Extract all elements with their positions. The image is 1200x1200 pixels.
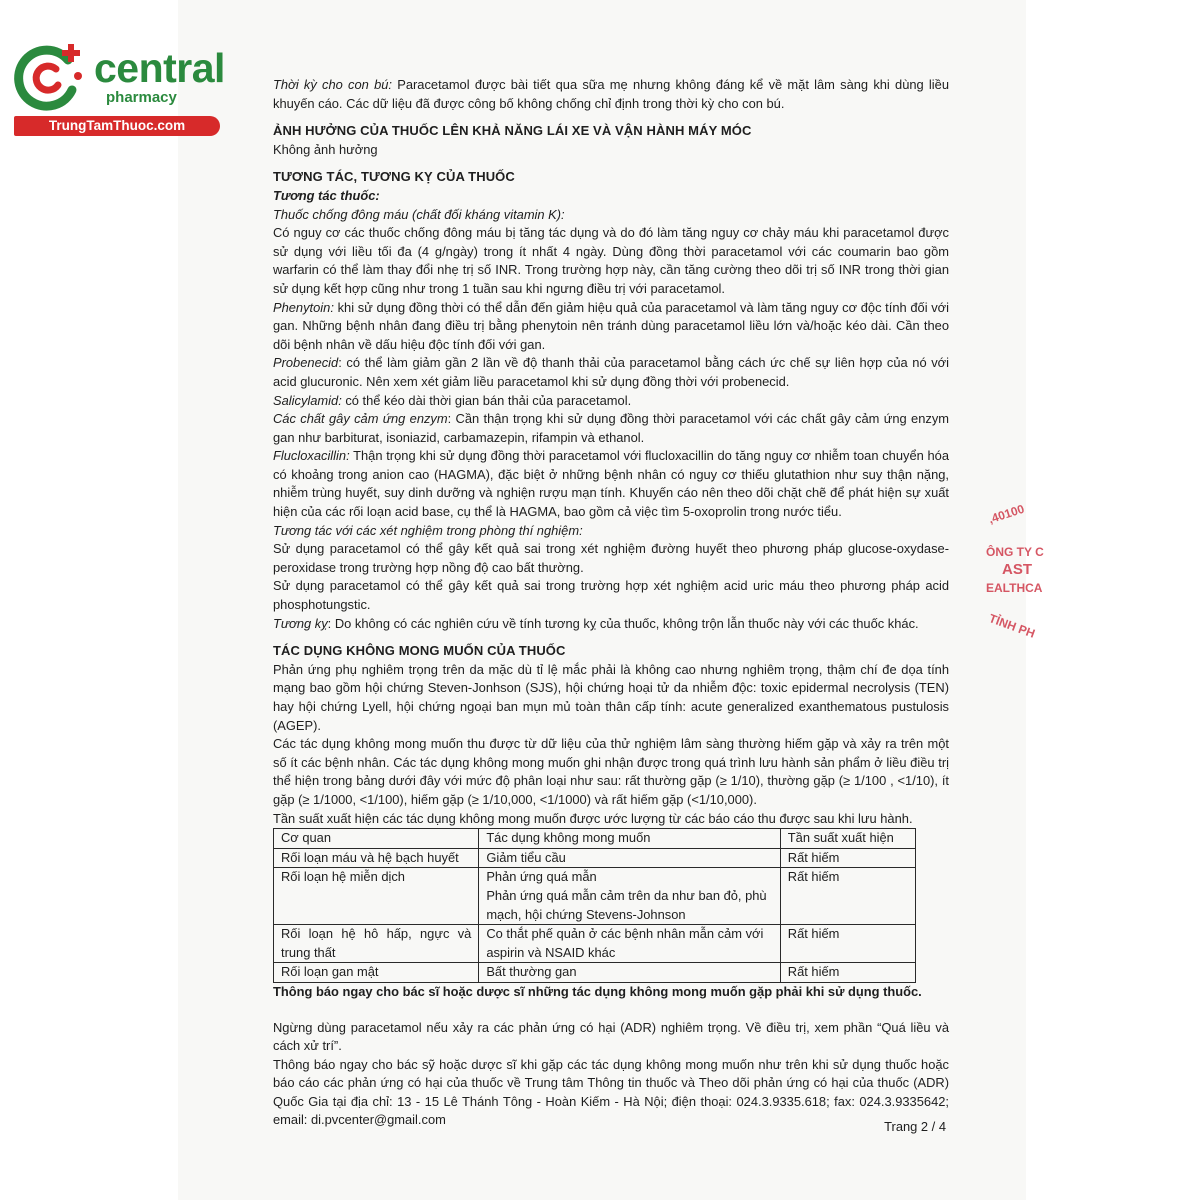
lab-tests-text-2: Sử dụng paracetamol có thể gây kết quả sai trong trường hợp xét nghiệm acid uric máu theo phương pháp acid phosphotungstic.	[273, 578, 949, 613]
anticoagulant-label: Thuốc chống đông máu (chất đối kháng vitamin K):	[273, 206, 565, 222]
frequency-cell: Rất hiếm	[780, 925, 915, 963]
incompatibility-text: : Do không có các nghiên cứu về tính tương kỵ của thuốc, không trộn lẫn thuốc này với các thuốc khác.	[327, 615, 919, 631]
stamp-text: ,40100	[986, 501, 1026, 527]
anticoagulant-text: Có nguy cơ các thuốc chống đông máu bị tăng tác dụng và do đó làm tăng nguy cơ chảy máu khi paracetamol được sử dụng với liều tối đa (4 g/ngày) trong ít nhất 4 ngày. Dùng đồng thời paracetamol với các coumarin bao gồm warfarin có thể làm thay đổi nhẹ trị số INR. Trong trường hợp này, cần tăng cường theo dõi trị số INR trong thời gian sử dụng kết hợp cũng như trong 1 tuần sau khi ngưng điều trị với paracetamol.	[273, 225, 949, 296]
incompatibility-paragraph	[273, 615, 949, 634]
effect-line: Co thắt phế quản ở các bệnh nhân mẫn cảm với aspirin và NSAID khác	[486, 926, 764, 960]
phenytoin-text: khi sử dụng đồng thời có thể dẫn đến giảm hiệu quả của paracetamol và làm tăng nguy cơ độc tính đối với gan. Những bệnh nhân đang điều trị bằng phenytoin nên tránh dùng paracetamol liều lớn và/hoặc kéo dài. Cần theo dõi bệnh nhân về dấu hiệu độc tính đối với gan.	[273, 299, 949, 352]
organ-cell: Rối loạn gan mật	[274, 963, 479, 983]
table-header-cell: Tần suất xuất hiện	[780, 829, 915, 849]
notice-bold: Thông báo ngay cho bác sĩ hoặc dược sĩ những tác dụng không mong muốn gặp phải khi sử dụng thuốc.	[273, 983, 922, 999]
stamp-text: EALTHCA	[986, 581, 1043, 595]
stamp-text: ÔNG TY C	[986, 545, 1044, 559]
organ-cell: Rối loạn hệ hô hấp, ngực và trung thất	[274, 925, 479, 963]
driving-heading: ẢNH HƯỞNG CỦA THUỐC LÊN KHẢ NĂNG LÁI XE VÀ VẬN HÀNH MÁY MÓC	[273, 123, 752, 139]
table-header-cell: Cơ quan	[274, 829, 479, 849]
table-row	[274, 868, 916, 925]
incompatibility-label: Tương kỵ	[273, 615, 328, 631]
adverse-effects-table	[273, 828, 916, 983]
frequency-cell: Rất hiếm	[780, 848, 915, 868]
interactions-heading: TƯƠNG TÁC, TƯƠNG KỴ CỦA THUỐC	[273, 169, 515, 185]
adverse-effects-heading: TÁC DỤNG KHÔNG MONG MUỐN CỦA THUỐC	[273, 643, 566, 659]
adverse-paragraph-1: Phản ứng phụ nghiêm trọng trên da mặc dù tỉ lệ mắc phải là không cao nhưng nghiêm trọng, thậm chí đe dọa tính mạng bao gồm hội chứng Steven-Jonhson (SJS), hội chứng hoại tử da nhiễm độc: toxic epidermal necrolysis (TEN) hay hội chứng Lyell, hội chứng ngoại ban mụn mủ toàn thân cấp tính: acute generalized exanthematous pustulosis (AGEP).	[273, 661, 949, 733]
effect-line: Phản ứng quá mẫn	[486, 869, 597, 885]
logo-url[interactable]: TrungTamThuoc.com	[14, 116, 220, 136]
logo-subtitle: pharmacy	[106, 89, 177, 106]
effect-cell	[479, 848, 780, 868]
salicylamid-text: có thể kéo dài thời gian bán thải của paracetamol.	[341, 392, 632, 408]
effect-cell	[479, 868, 780, 925]
lab-tests-label: Tương tác với các xét nghiệm trong phòng thí nghiệm:	[273, 522, 583, 538]
frequency-cell: Rất hiếm	[780, 963, 915, 983]
phenytoin-label: Phenytoin:	[273, 299, 334, 315]
probenecid-paragraph	[273, 354, 949, 391]
driving-text: Không ảnh hưởng	[273, 141, 378, 157]
pharmacy-cross-logo-icon	[10, 38, 92, 116]
breastfeeding-label: Thời kỳ cho con bú:	[273, 77, 392, 92]
salicylamid-label: Salicylamid:	[273, 392, 342, 408]
scan-margin-right	[1026, 0, 1200, 1200]
lab-tests-text-1: Sử dụng paracetamol có thể gây kết quả sai trong xét nghiệm đường huyết theo phương pháp glucose-oxydase-peroxidase trong trường hợp nồng độ cao bất thường.	[273, 541, 949, 575]
report-paragraph: Thông báo ngay cho bác sỹ hoặc dược sĩ khi gặp các tác dụng không mong muốn như trên khi sử dụng thuốc hoặc báo cáo các phản ứng có hại của thuốc về Trung tâm Thông tin thuốc và Theo dõi phản ứng có hại của thuốc (ADR) Quốc Gia tại địa chỉ: 13 - 15 Lê Thánh Tông - Hoàn Kiếm - Hà Nội; điện thoại: 024.3.9335.618; fax: 024.3.9335642; email: di.pvcenter@gmail.com	[273, 1056, 949, 1128]
stamp-text: AST	[1002, 561, 1032, 578]
table-row	[274, 963, 916, 983]
company-stamp	[982, 495, 1044, 655]
effect-line: Phản ứng quá mẫn cảm trên da như ban đỏ, phù mạch, hội chứng Stevens-Johnson	[486, 887, 767, 922]
enzyme-inducer-label: Các chất gây cảm ứng enzym	[273, 411, 448, 427]
effect-cell	[479, 963, 780, 983]
effect-line: Giảm tiểu cầu	[486, 849, 566, 865]
probenecid-label: Probenecid	[273, 355, 339, 371]
adverse-paragraph-2: Các tác dụng không mong muốn thu được từ dữ liệu của thử nghiệm lâm sàng thường hiếm gặp và xảy ra trên một số ít các bệnh nhân. Các tác dụng không mong muốn ghi nhận được trong quá trình lưu hành sản phẩm ở liều điều trị thể hiện trong bảng dưới đây với mức độ phân loại như sau: rất thường gặp (≥ 1/10), thường gặp (≥ 1/100 , <1/10), ít gặp (≥ 1/1000, <1/100), hiếm gặp (≥ 1/10,000, <1/1000) và rất hiếm gặp (<1/10,000).	[273, 736, 949, 807]
breastfeeding-paragraph	[273, 76, 949, 113]
organ-cell: Rối loạn máu và hệ bạch huyết	[274, 848, 479, 868]
logo-name: central	[94, 45, 225, 91]
table-row	[274, 848, 916, 868]
flucloxacillin-label: Flucloxacillin:	[273, 448, 350, 464]
stamp-text: TỈNH PH	[987, 611, 1037, 641]
leaflet-content	[273, 76, 949, 1130]
frequency-cell: Rất hiếm	[780, 868, 915, 925]
central-pharmacy-logo[interactable]	[10, 38, 225, 138]
effect-cell	[479, 925, 780, 963]
phenytoin-paragraph	[273, 299, 949, 355]
adverse-paragraph-3: Tần suất xuất hiện các tác dụng không mong muốn được ước lượng từ các báo cáo thu được sau khi lưu hành.	[273, 810, 913, 826]
flucloxacillin-paragraph	[273, 447, 949, 521]
probenecid-text: : có thể làm giảm gần 2 lần về độ thanh thải của paracetamol bằng cách ức chế sự liên hợp của nó với acid glucuronic. Nên xem xét giảm liều paracetamol khi sử dụng đồng thời với probenecid.	[273, 355, 949, 389]
stop-use-paragraph: Ngừng dùng paracetamol nếu xảy ra các phản ứng có hại (ADR) nghiêm trọng. Về điều trị, xem phần “Quá liều và cách xử trí”.	[273, 1019, 949, 1054]
table-header-row	[274, 829, 916, 849]
enzyme-inducer-paragraph	[273, 410, 949, 447]
table-row	[274, 925, 916, 963]
flucloxacillin-text: Thận trọng khi sử dụng đồng thời paracetamol với flucloxacillin do tăng nguy cơ nhiễm toan chuyển hóa có khoảng trong anion cao (HAGMA), đặc biệt ở những bệnh nhân có nguy cơ thiếu glutathion như suy thận nặng, nhiễm trùng huyết, suy dinh dưỡng và nghiện rượu mạn tính. Khuyến cáo nên theo dõi chặt chẽ để phát hiện sự xuất hiện của các rối loạn acid base, cụ thể là HAGMA, bao gồm cả việc tìm 5-oxoprolin trong nước tiểu.	[273, 448, 949, 520]
table-header-cell: Tác dụng không mong muốn	[479, 829, 780, 849]
scan-margin-left	[0, 0, 178, 1200]
breastfeeding-text: Paracetamol được bài tiết qua sữa mẹ nhưng không đáng kể về mặt lâm sàng khi dùng liều khuyến cáo. Các dữ liệu đã được công bố không chống chỉ định trong thời kỳ cho con bú.	[273, 77, 949, 111]
salicylamid-paragraph	[273, 392, 949, 411]
effect-line: Bất thường gan	[486, 964, 577, 980]
organ-cell: Rối loạn hệ miễn dịch	[274, 868, 479, 925]
drug-interactions-subheading: Tương tác thuốc:	[273, 187, 380, 203]
page-number: Trang 2 / 4	[884, 1119, 946, 1134]
enzyme-inducer-text: : Cần thận trọng khi sử dụng đồng thời paracetamol với các chất gây cảm ứng enzym gan như barbiturat, isoniazid, carbamazepin, rifampin và ethanol.	[273, 411, 949, 445]
